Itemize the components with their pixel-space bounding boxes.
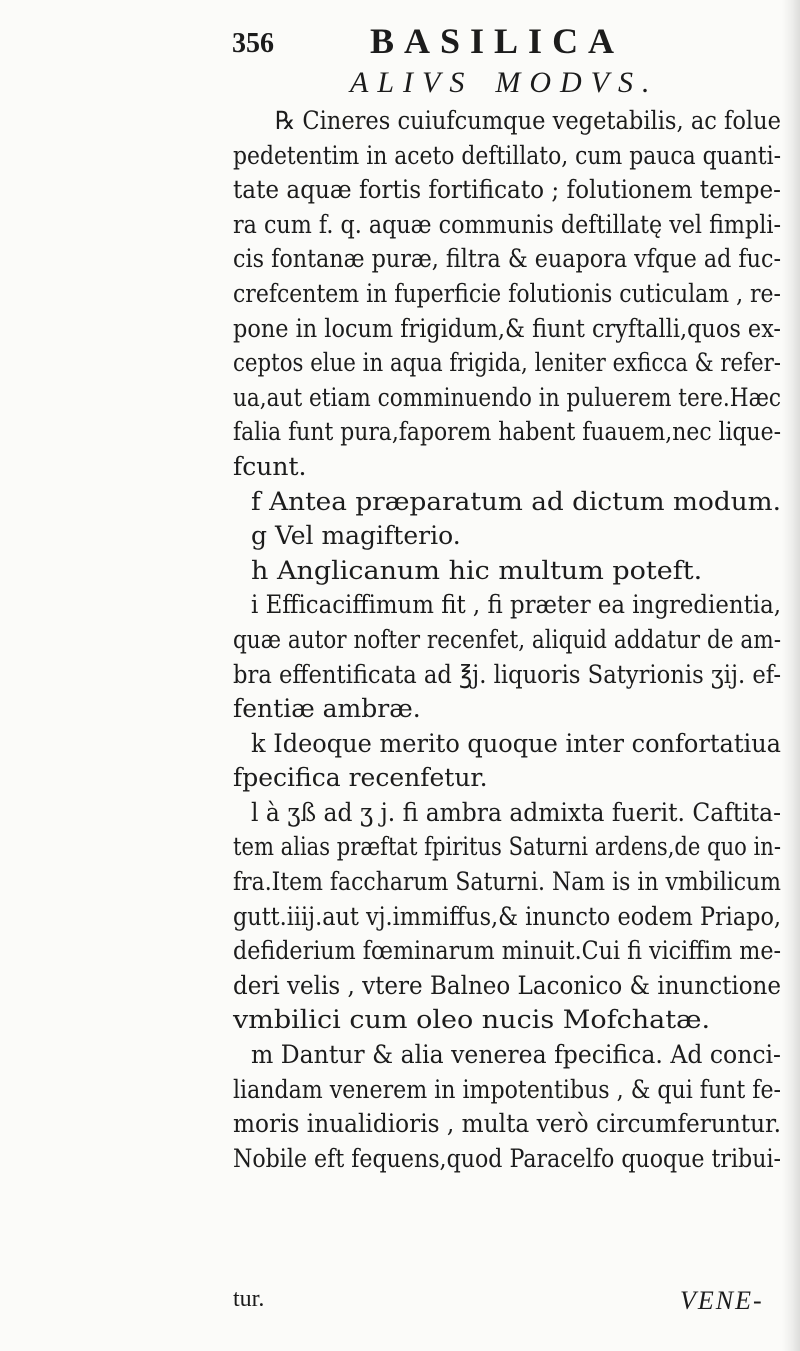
text-line: fentiæ ambræ. [233, 694, 421, 724]
text-body [233, 104, 781, 1176]
text-line: ceptos elue in aqua frigida, leniter exficca & refer- [233, 348, 781, 378]
text-line: crefcentem in fuperficie folutionis cuticulam , re- [233, 278, 781, 308]
text-line: defiderium fœminarum minuit.Cui fi viciffim me- [233, 936, 781, 966]
note-line: i Efficaciffimum fit , fi præter ea ingredientia, [251, 590, 781, 620]
text-line: falia funt pura,faporem habent fuauem,nec lique- [233, 417, 781, 447]
note-line: k Ideoque merito quoque inter confortatiua [251, 728, 781, 758]
text-line: moris inualidioris , multa verò circumferuntur. [233, 1109, 781, 1139]
section-title [350, 66, 658, 100]
text-line: fpecifica recenfetur. [233, 763, 488, 793]
note-line: g Vel magifterio. [251, 521, 461, 551]
text-line: tem alias præftat fpiritus Saturni ardens,de quo in- [233, 832, 781, 862]
text-line: Nobile eft fequens,quod Paracelfo quoque tribui- [233, 1143, 781, 1173]
note-line: l à ʒß ad ʒ j. fi ambra admixta fuerit. Caftita- [251, 797, 781, 827]
text-line: quæ autor nofter recenfet, aliquid addatur de am- [233, 624, 781, 654]
text-line: cis fontanæ puræ, filtra & euapora vfque ad fuc- [233, 244, 781, 274]
text-line: bra effentificata ad ℥j. liquoris Satyrionis ʒij. ef- [233, 659, 781, 689]
page-edge-shadow [782, 0, 800, 1351]
catchword: VENE- [680, 1286, 764, 1315]
text-line: ua,aut etiam comminuendo in puluerem tere.Hæc [233, 382, 781, 412]
text-line: ℞ Cineres cuiufcumque vegetabilis, ac folue [275, 106, 781, 135]
page-header [0, 18, 800, 68]
running-head: BASILICA [370, 21, 625, 61]
page-footer [0, 1286, 800, 1326]
section-title-word-2: MODVS. [495, 66, 659, 99]
text-line: deri velis , vtere Balneo Laconico & inunctione [233, 970, 781, 1000]
text-line: vmbilici cum oleo nucis Mofchatæ. [233, 1005, 711, 1035]
note-line: f Antea præparatum ad dictum modum. [251, 486, 781, 516]
text-line: liandam venerem in impotentibus , & qui funt fe- [233, 1074, 781, 1104]
text-line: pone in locum frigidum,& fiunt cryftalli,quos ex- [233, 313, 781, 343]
last-word: tur. [233, 1286, 265, 1312]
note-line: h Anglicanum hic multum poteft. [251, 555, 703, 585]
text-line: pedetentim in aceto deftillato, cum pauca quanti- [233, 140, 781, 170]
text-line: ra cum f. q. aquæ communis deftillatę vel fimpli- [233, 209, 781, 239]
text-line: fcunt. [233, 451, 307, 481]
text-line: gutt.iiij.aut vj.immiffus,& inuncto eodem Priapo, [233, 901, 781, 931]
text-line: fra.Item faccharum Saturni. Nam is in vmbilicum [233, 867, 781, 897]
section-title-word-1: ALIVS [350, 66, 474, 99]
note-line: m Dantur & alia venerea fpecifica. Ad conci- [251, 1040, 781, 1070]
page-number: 356 [232, 28, 274, 59]
text-line: tate aquæ fortis fortificato ; folutionem tempe- [233, 175, 781, 205]
